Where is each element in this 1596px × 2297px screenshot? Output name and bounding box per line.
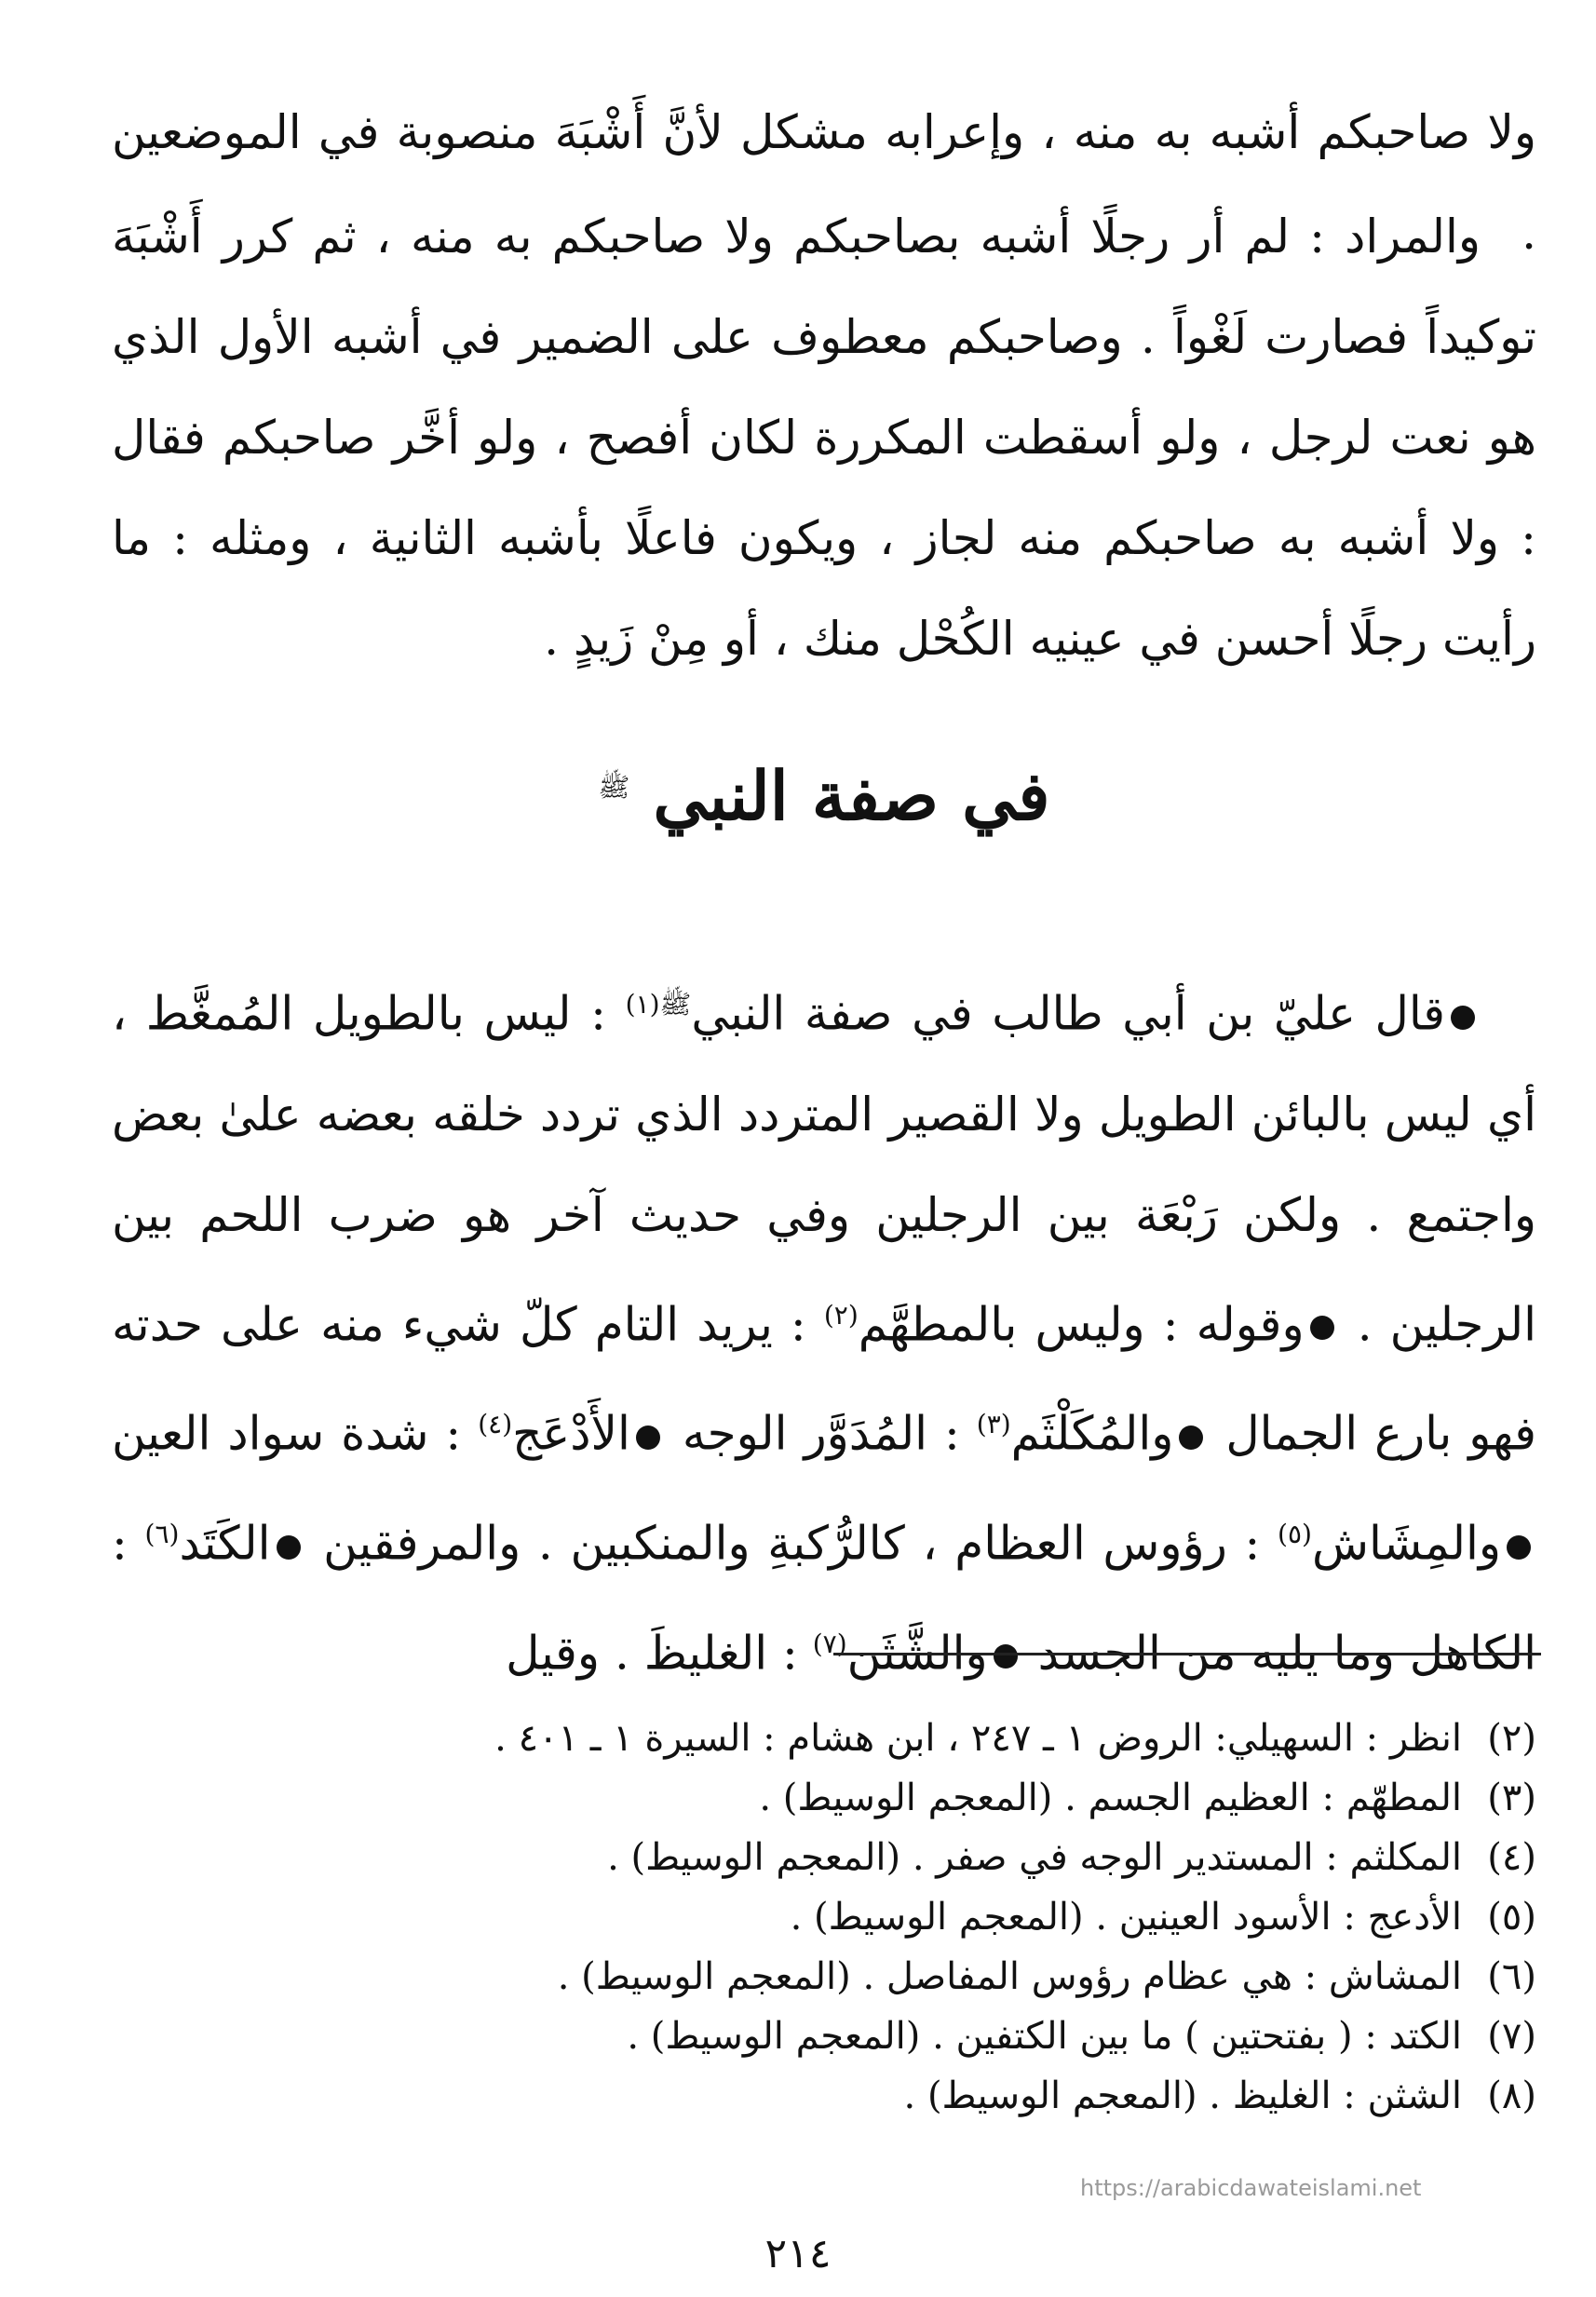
footnote-number: (٤) bbox=[1487, 1836, 1536, 1879]
footnote-number: (٣) bbox=[1487, 1777, 1536, 1819]
text-segment: قال عليّ بن أبي طالب في صفة النبي bbox=[691, 986, 1445, 1041]
footnote-ref: (٥) bbox=[1278, 1518, 1312, 1549]
footnote-item bbox=[112, 1709, 1536, 1768]
bullet-icon bbox=[277, 1535, 301, 1560]
text-segment: والشَّثَن bbox=[846, 1626, 988, 1681]
footnote-item bbox=[112, 1887, 1536, 1947]
footnote-item bbox=[112, 1947, 1536, 2006]
footnote-number: (٥) bbox=[1487, 1896, 1536, 1939]
footnote-number: (٧) bbox=[1487, 2015, 1536, 2058]
bullet-icon bbox=[994, 1644, 1018, 1669]
text-segment: الكَتَد bbox=[179, 1516, 271, 1571]
footnotes bbox=[112, 1709, 1536, 2126]
text-segment: : الغليظَ . وقيل bbox=[506, 1626, 813, 1681]
paragraph-3 bbox=[112, 954, 1536, 1703]
footnote-item bbox=[112, 1828, 1536, 1887]
footnote-number: (٨) bbox=[1487, 2074, 1536, 2117]
salawat-symbol: ﷺ bbox=[659, 989, 692, 1020]
salawat-symbol: ﷺ bbox=[598, 772, 630, 803]
footnote-ref: (٦) bbox=[144, 1518, 180, 1549]
text-segment: : يريد التام كلّ شيء منه على حدته فهو بارع الجمال bbox=[112, 1297, 1536, 1461]
text-segment: الأَدْعَج bbox=[512, 1406, 630, 1461]
footnote-divider bbox=[833, 1653, 1541, 1655]
text-segment: : المُدَوَّر الوجه bbox=[682, 1406, 977, 1461]
footnote-text: المشاش : هي عظام رؤوس المفاصل . (المعجم الوسيط) . bbox=[557, 1955, 1462, 1998]
footnote-text: الشثن : الغليظ . (المعجم الوسيط) . bbox=[903, 2074, 1462, 2117]
footnote-text: المكلثم : المستدير الوجه في صفر . (المعجم الوسيط) . bbox=[607, 1836, 1462, 1879]
footnote-ref: (٤) bbox=[478, 1409, 513, 1440]
paragraph-1: ولا صاحبكم أشبه به منه ، وإعرابه مشكل لأنَّ أَشْبَهَ منصوبة في الموضعين . bbox=[112, 105, 1536, 260]
footnote-item bbox=[112, 1768, 1536, 1828]
text-segment: وقوله : وليس بالمطهَّم bbox=[858, 1297, 1305, 1352]
text-segment: : رؤوس العظام ، كالرُّكبةِ والمنكبين . والمرفقين bbox=[323, 1516, 1278, 1571]
heading-text: في صفة النبي bbox=[653, 756, 1050, 835]
footnote-ref: (١) bbox=[625, 989, 660, 1020]
footnote-text: الأدعج : الأسود العينين . (المعجم الوسيط) . bbox=[790, 1896, 1462, 1939]
bullet-icon bbox=[1310, 1316, 1334, 1340]
text-segment: : شدة سواد العين bbox=[112, 1406, 479, 1461]
bullet-icon bbox=[1451, 1006, 1475, 1030]
footnote-number: (٢) bbox=[1487, 1717, 1536, 1760]
bullet-icon bbox=[636, 1425, 660, 1450]
footnote-ref: (٣) bbox=[976, 1409, 1011, 1440]
paragraph-2: والمراد : لم أر رجلًا أشبه بصاحبكم ولا صاحبكم به منه ، ثم كرر أَشْبَهَ توكيداً فصارت لَغْواً . وصاحبكم معطوف على الضمير في أشبه الأول الذي هو نعت لرجل ، ولو أسقطت المكررة لكان أفصح ، ولو أخَّر صاحبكم فقال : ولا أشبه به صاحبكم منه لجاز ، ويكون فاعلًا بأشبه الثانية ، ومثله : ما رأيت رجلًا أحسن في عينيه الكُحْل منك ، أو مِنْ زَيدٍ . bbox=[112, 209, 1536, 666]
text-segment: : الكاهل وما يليه من الجسد bbox=[112, 1516, 1536, 1681]
footnote-text: المطهّم : العظيم الجسم . (المعجم الوسيط) . bbox=[759, 1777, 1462, 1819]
section-heading bbox=[112, 743, 1536, 841]
watermark-url: https://arabicdawateislami.net bbox=[1080, 2175, 1422, 2201]
footnote-text: الكتد : ( بفتحتين ) ما بين الكتفين . (المعجم الوسيط) . bbox=[627, 2015, 1462, 2058]
footnote-ref: (٧) bbox=[812, 1628, 847, 1659]
text-segment: والمُكَلْثَم bbox=[1010, 1406, 1174, 1461]
footnote-item bbox=[112, 2066, 1536, 2126]
footnote-number: (٦) bbox=[1487, 1955, 1536, 1998]
footnote-item bbox=[112, 2006, 1536, 2066]
text-segment: : ليس بالطويل المُمغَّط ، أي ليس بالبائن الطويل ولا القصير المتردد الذي تردد خلقه بعضه علىٰ بعض واجتمع . ولكن رَبْعَة بين الرجلين وفي حديث آخر هو ضرب اللحم بين الرجلين . bbox=[112, 986, 1536, 1352]
bullet-icon bbox=[1507, 1535, 1531, 1560]
text-segment: والمِشَاش bbox=[1311, 1516, 1501, 1571]
bullet-icon bbox=[1179, 1425, 1203, 1450]
footnote-ref: (٢) bbox=[823, 1299, 859, 1331]
footnote-text: انظر : السهيلي: الروض ١ ـ ٢٤٧ ، ابن هشام : السيرة ١ ـ ٤٠١ . bbox=[494, 1717, 1462, 1760]
page-number: ٢١٤ bbox=[764, 2230, 832, 2277]
